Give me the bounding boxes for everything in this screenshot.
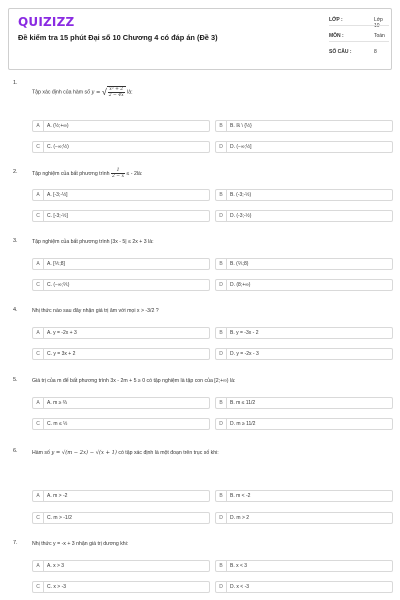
meta-count-label: SỐ CÂU : (329, 49, 352, 55)
option-c[interactable]: C C. (−∞;½) (32, 141, 210, 153)
option-c[interactable]: C C. (−∞;⅖) (32, 279, 210, 291)
option-d[interactable]: D D. (8;+∞) (215, 279, 393, 291)
quiz-header (8, 8, 392, 70)
quiz-title: Đề kiểm tra 15 phút Đại số 10 Chương 4 có đáp án (Đề 3) (18, 33, 218, 42)
option-a[interactable]: A A. y = -2x + 3 (32, 327, 210, 339)
option-a[interactable]: A A. m > -2 (32, 490, 210, 502)
question-text: Nhị thức nào sau đây nhận giá trị âm với mọi x > -3/2 ? (32, 308, 159, 314)
option-b[interactable]: B B. x < 3 (215, 560, 393, 572)
option-a[interactable]: A A. (½;+∞) (32, 120, 210, 132)
option-d[interactable]: D D. m > 2 (215, 512, 393, 524)
option-c[interactable]: C C. [-3;-½] (32, 210, 210, 222)
option-d[interactable]: D D. x < -3 (215, 581, 393, 593)
question-text: Hàm số y = √(m − 2x) − √(x + 1) có tập xác định là một đoạn trên trục số khi: (32, 450, 219, 456)
option-b[interactable]: B B. ℝ \ {½} (215, 120, 393, 132)
quizizz-logo: QUIZIZZ (18, 15, 75, 29)
option-a[interactable]: A A. [-3;-½] (32, 189, 210, 201)
question-formula: y = √(m − 2x) − √(x + 1) (51, 450, 117, 456)
question-number: 6. (13, 448, 18, 454)
question-number: 7. (13, 540, 18, 546)
meta-count-value: 8 (374, 49, 377, 55)
question-text: Giá trị của m để bất phương trình 3x - 2m + 5 ≥ 0 có tập nghiệm là tập con của [2;+∞) là: (32, 378, 236, 384)
question-text: Tập xác định của hàm số y = √ $\frac{\text{x² + 2}}{2 - 4x}$ là: (32, 86, 133, 98)
question-number: 3. (13, 238, 18, 244)
option-c[interactable]: C C. x > -3 (32, 581, 210, 593)
option-d[interactable]: D D. m ≥ 11/2 (215, 418, 393, 430)
question-number: 2. (13, 169, 18, 175)
meta-class-label: LỚP : (329, 17, 343, 23)
option-a[interactable]: A A. [⅖;8] (32, 258, 210, 270)
option-b[interactable]: B B. m ≤ 11/2 (215, 397, 393, 409)
option-d[interactable]: D D. (-3;-½) (215, 210, 393, 222)
option-a[interactable]: A A. m ≥ ⅔ (32, 397, 210, 409)
question-text: Nhị thức y = -x + 3 nhận giá trị dương khi: (32, 541, 129, 547)
option-b[interactable]: B B. m < -2 (215, 490, 393, 502)
question-text: Tập nghiệm của bất phương trình $\frac{1}{2 - x}$ ≤ - 2là: (32, 168, 143, 179)
option-d[interactable]: D D. y = -2x - 3 (215, 348, 393, 360)
question-number: 4. (13, 307, 18, 313)
option-b[interactable]: B B. (⅖;8) (215, 258, 393, 270)
question-number: 1. (13, 80, 18, 86)
meta-subject-value: Toán (374, 33, 385, 39)
option-b[interactable]: B B. y = -3x - 2 (215, 327, 393, 339)
option-c[interactable]: C C. m ≤ ½ (32, 418, 210, 430)
question-number: 5. (13, 377, 18, 383)
meta-class-value: Lớp 10 (374, 17, 383, 29)
meta-subject-label: MÔN : (329, 33, 344, 39)
question-text: Tập nghiệm của bất phương trình |3x - 5| ≤ 2x + 3 là: (32, 239, 154, 245)
option-b[interactable]: B B. (-3;-½) (215, 189, 393, 201)
option-a[interactable]: A A. x > 3 (32, 560, 210, 572)
option-d[interactable]: D D. (−∞;½] (215, 141, 393, 153)
option-c[interactable]: C C. y = 3x + 2 (32, 348, 210, 360)
option-c[interactable]: C C. m > -1/2 (32, 512, 210, 524)
